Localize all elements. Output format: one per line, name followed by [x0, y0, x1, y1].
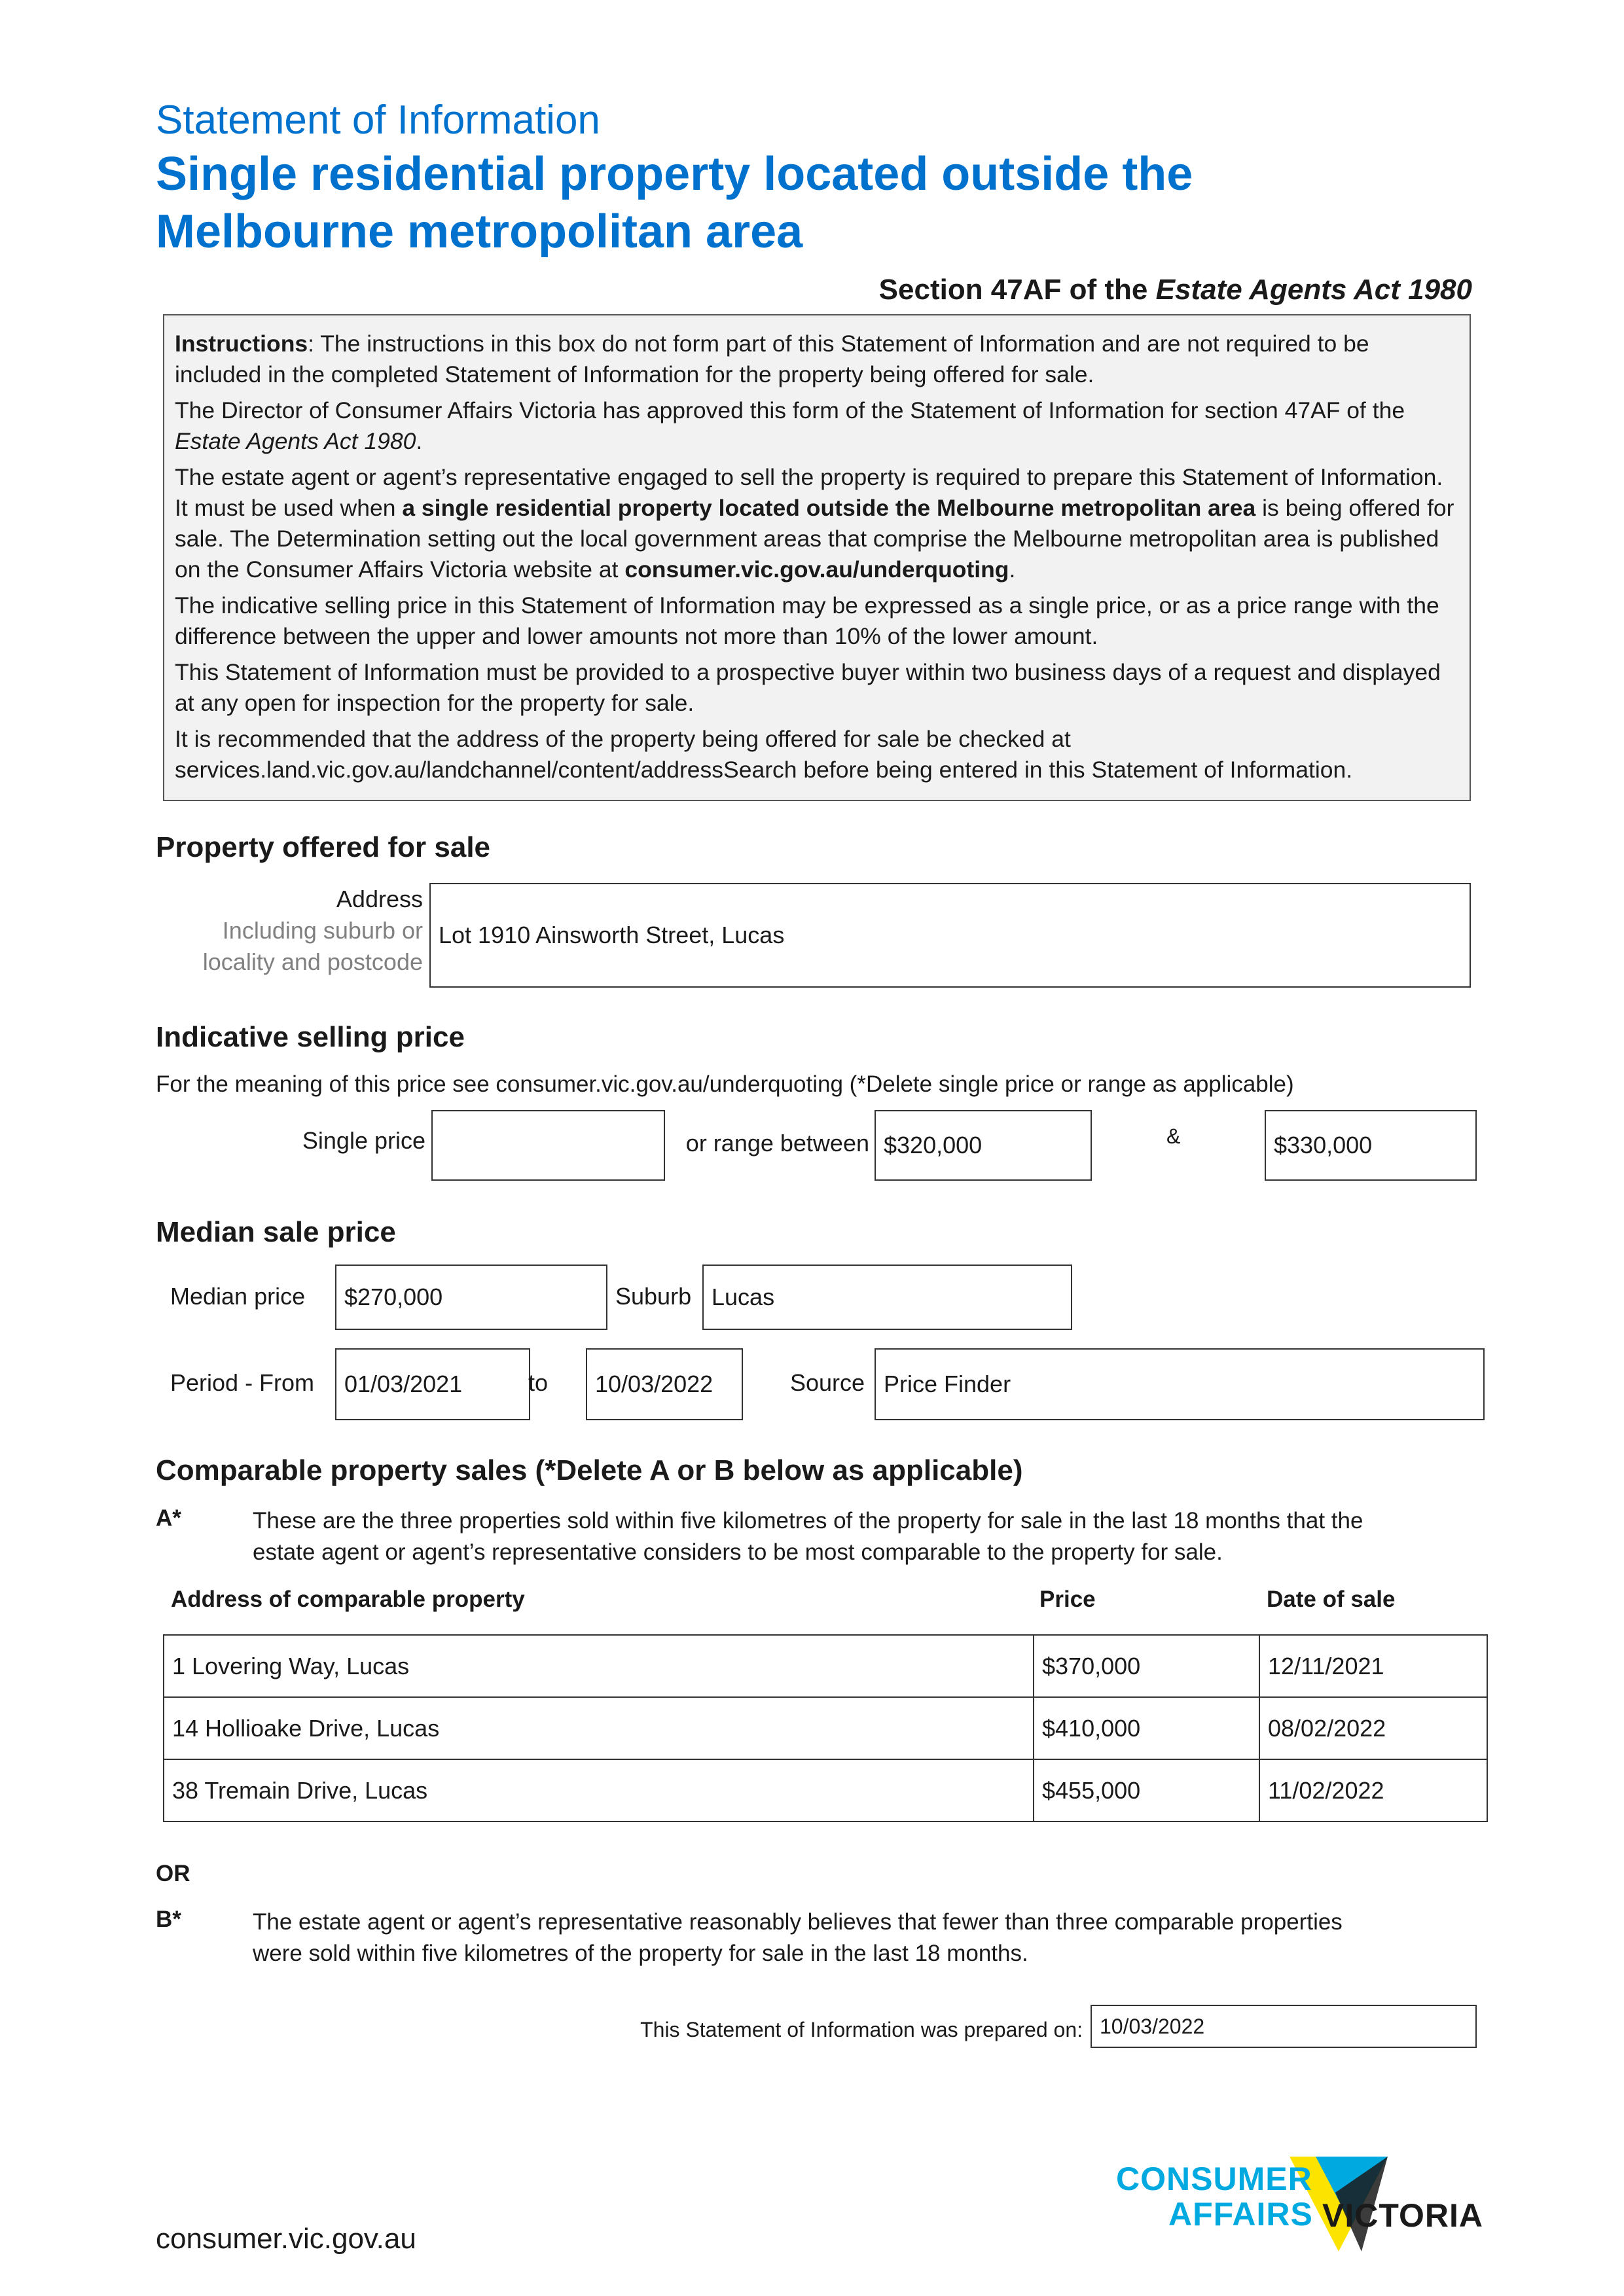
range-label: or range between — [685, 1130, 869, 1157]
address-field[interactable]: Lot 1910 Ainsworth Street, Lucas — [429, 883, 1471, 988]
col-price-header: Price — [1039, 1587, 1096, 1612]
indicative-note: For the meaning of this price see consumer.vic.gov.au/underquoting (*Delete single price or range as applicable) — [156, 1071, 1294, 1097]
indicative-heading: Indicative selling price — [156, 1021, 465, 1053]
instructions-p5: This Statement of Information must be provided to a prospective buyer within two business days of a request and displayed at any open for inspection for the property for sale. — [175, 659, 1441, 716]
section-reference: Section 47AF of the Estate Agents Act 1980 — [878, 274, 1472, 306]
range-low-field[interactable]: $320,000 — [875, 1110, 1092, 1181]
instructions-p6: It is recommended that the address of the property being offered for sale be checked at services.land.vic.gov.au/landchannel/content/addressSearch before being entered in this Statement of Information. — [175, 726, 1353, 783]
form-subtitle: Statement of Information — [156, 98, 600, 143]
row-price[interactable]: $410,000 — [1034, 1698, 1260, 1759]
period-to-field[interactable]: 10/03/2022 — [586, 1348, 743, 1420]
row-date[interactable]: 11/02/2022 — [1268, 1776, 1384, 1804]
row-address[interactable]: 1 Lovering Way, Lucas — [164, 1636, 1034, 1696]
instructions-p4: The indicative selling price in this Statement of Information may be expressed as a single price, or as a price range with the difference between the upper and lower amounts not more than 10% of the lower amount. — [175, 592, 1439, 649]
col-address-header: Address of comparable property — [171, 1587, 525, 1612]
instructions-p1: Instructions: The instructions in this box do not form part of this Statement of Information and are not required to be included in the completed Statement of Information for the property being offered for sale. — [175, 331, 1369, 387]
table-row — [163, 1696, 1488, 1760]
range-high-field[interactable]: $330,000 — [1265, 1110, 1477, 1181]
row-price[interactable]: $455,000 — [1034, 1760, 1260, 1821]
source-field[interactable]: Price Finder — [875, 1348, 1485, 1420]
address-hint-1: Including suburb or — [222, 917, 423, 944]
consumer-affairs-victoria-logo — [1113, 2153, 1483, 2251]
underquoting-link[interactable]: consumer.vic.gov.au/underquoting — [624, 556, 1009, 583]
address-label: Address — [336, 886, 423, 912]
option-a-marker: A* — [156, 1505, 181, 1531]
option-a-text: These are the three properties sold within five kilometres of the property for sale in the last 18 months that the estate agent or agent’s representative considers to be most comparable to the property for sale. — [253, 1508, 1363, 1565]
row-address[interactable]: 14 Hollioake Drive, Lucas — [164, 1698, 1034, 1759]
logo-victoria-text: VICTORIA — [1322, 2197, 1483, 2234]
prepared-on-label: This Statement of Information was prepared on: — [640, 2018, 1083, 2041]
median-heading: Median sale price — [156, 1216, 396, 1248]
single-price-field[interactable] — [431, 1110, 665, 1181]
suburb-field[interactable]: Lucas — [702, 1265, 1072, 1330]
logo-text: CONSUMER AFFAIRS — [1116, 2161, 1313, 2233]
row-date[interactable]: 12/11/2021 — [1268, 1652, 1384, 1679]
suburb-label: Suburb — [615, 1283, 692, 1310]
table-row — [163, 1759, 1488, 1822]
median-price-label: Median price — [170, 1283, 306, 1310]
option-b-marker: B* — [156, 1907, 181, 1932]
instructions-p3: The estate agent or agent’s representative engaged to sell the property is required to prepare this Statement of Information. It must be used when a single residential property located outside the Melbourne metropolitan area is being offered for sale. The Determination setting out the local government areas that comprise the Melbourne metropolitan area is published on the Consumer Affairs Victoria website at consumer.vic.gov.au/underquoting. — [175, 464, 1454, 583]
single-price-label: Single price — [302, 1127, 425, 1154]
source-label: Source — [790, 1369, 865, 1396]
form-title-line2: Melbourne metropolitan area — [156, 206, 803, 258]
address-hint-2: locality and postcode — [202, 948, 423, 975]
range-amp: & — [1166, 1124, 1181, 1148]
act-name: Estate Agents Act 1980 — [1155, 274, 1472, 306]
row-address[interactable]: 38 Tremain Drive, Lucas — [164, 1760, 1034, 1821]
median-price-field[interactable]: $270,000 — [335, 1265, 607, 1330]
table-row — [163, 1634, 1488, 1698]
property-heading: Property offered for sale — [156, 831, 491, 863]
form-title — [156, 145, 1399, 260]
or-separator: OR — [156, 1861, 190, 1886]
period-to-label: to — [528, 1369, 549, 1396]
address-label-group — [164, 884, 423, 978]
option-b-text: The estate agent or agent’s representative reasonably believes that fewer than three comparable properties were sold within five kilometres of the property for sale in the last 18 months. — [253, 1909, 1343, 1966]
prepared-on-field[interactable]: 10/03/2022 — [1091, 2005, 1477, 2048]
instructions-box — [163, 314, 1471, 801]
footer-url[interactable]: consumer.vic.gov.au — [156, 2223, 416, 2255]
row-price[interactable]: $370,000 — [1034, 1636, 1260, 1696]
period-from-field[interactable]: 01/03/2021 — [335, 1348, 530, 1420]
comparable-heading: Comparable property sales (*Delete A or B below as applicable) — [156, 1454, 1023, 1486]
col-date-header: Date of sale — [1267, 1587, 1396, 1612]
row-date[interactable]: 08/02/2022 — [1268, 1714, 1386, 1742]
period-from-label: Period - From — [170, 1369, 315, 1396]
form-title-line1: Single residential property located outside the — [156, 148, 1193, 200]
instructions-p2: The Director of Consumer Affairs Victoria has approved this form of the Statement of Information for section 47AF of the Estate Agents Act 1980. — [175, 397, 1405, 454]
